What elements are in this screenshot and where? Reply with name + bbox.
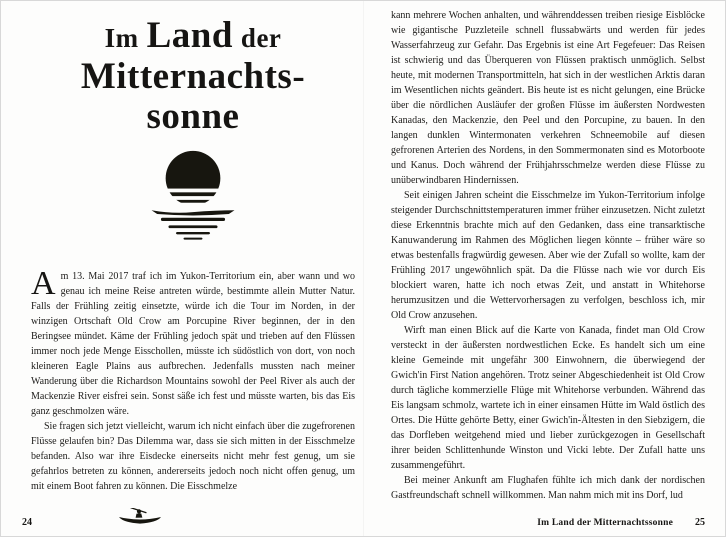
running-title: Im Land der Mitternachtssonne (537, 518, 673, 528)
paragraph (391, 188, 705, 323)
canoe-icon (117, 508, 163, 530)
paragraph (31, 419, 355, 494)
right-page-body (391, 8, 705, 503)
sunset-illustration (31, 142, 355, 259)
paragraph (391, 323, 705, 473)
chapter-title-line3: sonne (146, 96, 240, 138)
paragraph (391, 8, 705, 188)
chapter-title-line1: Im Land der (104, 15, 282, 56)
left-page (1, 1, 363, 537)
paragraph (31, 265, 355, 419)
right-page (363, 1, 725, 537)
paragraph-text: Bei meiner Ankunft am Flughafen fühlte ich mich dank der nordischen Gastfreundschaft schnell willkommen. Man nahm mich mit ins Dorf, lud (390, 475, 705, 501)
chapter-title (31, 17, 355, 136)
left-page-body (31, 265, 355, 494)
page-number-left: 24 (22, 517, 32, 528)
paragraph-text: m 13. Mai 2017 traf ich im Yukon-Territorium ein, aber wann und wo genau ich meine Reise antreten würde, bestimmte allein Mutter Natur. Falls der Frühling zeitig einsetzte, würde ich die Tour im Norden, in der winzigen Ortschaft Old Crow am Porcupine River beginnen, der in den Beringsee mündet. Käme der Frühling jedoch spät und trieben auf den Flüssen immer noch jede Menge Eisschollen, müsste ich südöstlich von dort, von noch kleineren Eagle Plains aus aufbrechen. Jedenfalls mussten nach meiner Wanderung über die Richardson Mountains sowohl der Peel River als auch der Mackenzie River eisfrei sein. Sonst säße ich fest und müsste warten, bis das Eis ganz geschmolzen wäre. (31, 271, 355, 418)
sunset-icon (127, 142, 259, 254)
chapter-title-line2: Mitternachts- (80, 55, 306, 97)
drop-cap: A (31, 265, 56, 303)
paragraph (391, 473, 705, 503)
page-number-right: 25 (695, 517, 705, 528)
paragraph-text: Wirft man einen Blick auf die Karte von Kanada, findet man Old Crow versteckt in der äußersten nordwestlichen Ecke. Es handelt sich um eine kleine Gemeinde mit ungefähr 300 Einwohnern, die überwiegend der Gwich'in First Nation angehören. Trotz seiner Abgeschiedenheit ist Old Crow durch tägliche kommerzielle Flüge mit Whitehorse verbunden. Während das Eis langsam schmolz, wartete ich in einer einsamen Hütte im Wald östlich des Ortes. Die Hütte gehörte Betty, einer Gwich'in-Ältesten in den Siebzigern, die das Dorfleben weitgehend mied und lieber zurückgezogen in Gesellschaft ihrer beiden Schlittenhunde Winston und Vicki lebte. Der Zufall hatte uns zusammengeführt. (390, 325, 705, 471)
paragraph-text: Sie fragen sich jetzt vielleicht, warum ich nicht einfach über die zugefrorenen Flüsse gelaufen bin? Das Dilemma war, dass sie sich mitten in der Eisschmelze befanden. Also war ihre Eisdecke einerseits nicht mehr fest genug, um sie gefahrlos betreten zu können, andererseits jedoch noch nicht offen genug, um mit einem Boot fahren zu können. Die Eisschmelze (31, 421, 355, 493)
paragraph-text: kann mehrere Wochen anhalten, und währenddessen treiben riesige Eisblöcke wie gigantische Puzzleteile schnell flussabwärts und werden für jedes Wasserfahrzeug zur Gefahr. Das Ergebnis ist eine Art Fegefeuer: Das Reisen ist schwierig und das Überqueren von Flüssen praktisch unmöglich. Selbst heute, mit modernen Transportmitteln, hat sich in der westlichen Arktis daran im Wesentlichen nichts geändert. Bis heute ist es nicht gelungen, eine Brücke über die nördlichen Ausläufer der großen Flüsse im äußersten Nordwesten Kanadas, den Mackenzie, den Peel und den Porcupine, zu bauen. In den langen dunklen Wintermonaten verkehren Schneemobile auf diesen gefrorenen Arterien des Nordens, in den Sommermonaten sind es Motorboote und Kanus. Doch während der Frühjahrsschmelze werden diese Flüsse zu unüberwindbaren Hindernissen. (390, 10, 705, 186)
paragraph-text: Seit einigen Jahren scheint die Eisschmelze im Yukon-Territorium infolge steigender Durchschnittstemperaturen immer früher einzusetzen. Nicht zuletzt diese Erkenntnis brachte mich auf den Gedanken, dass eine transarktische Kanuwanderung im Rahmen des Möglichen liegen könnte – früher wäre so etwas bestenfalls fragwürdig gewesen. Aber wie der Zufall so wollte, kam der Frühling 2017 ungewöhnlich spät. Da die Flüsse nach wie vor durch Eis blockiert waren, hatte ich noch etwas Zeit, und anstatt in Whitehorse herumzusitzen und die Wettervorhersagen zu verfolgen, beschloss ich, mir Old Crow anzusehen. (390, 190, 705, 321)
